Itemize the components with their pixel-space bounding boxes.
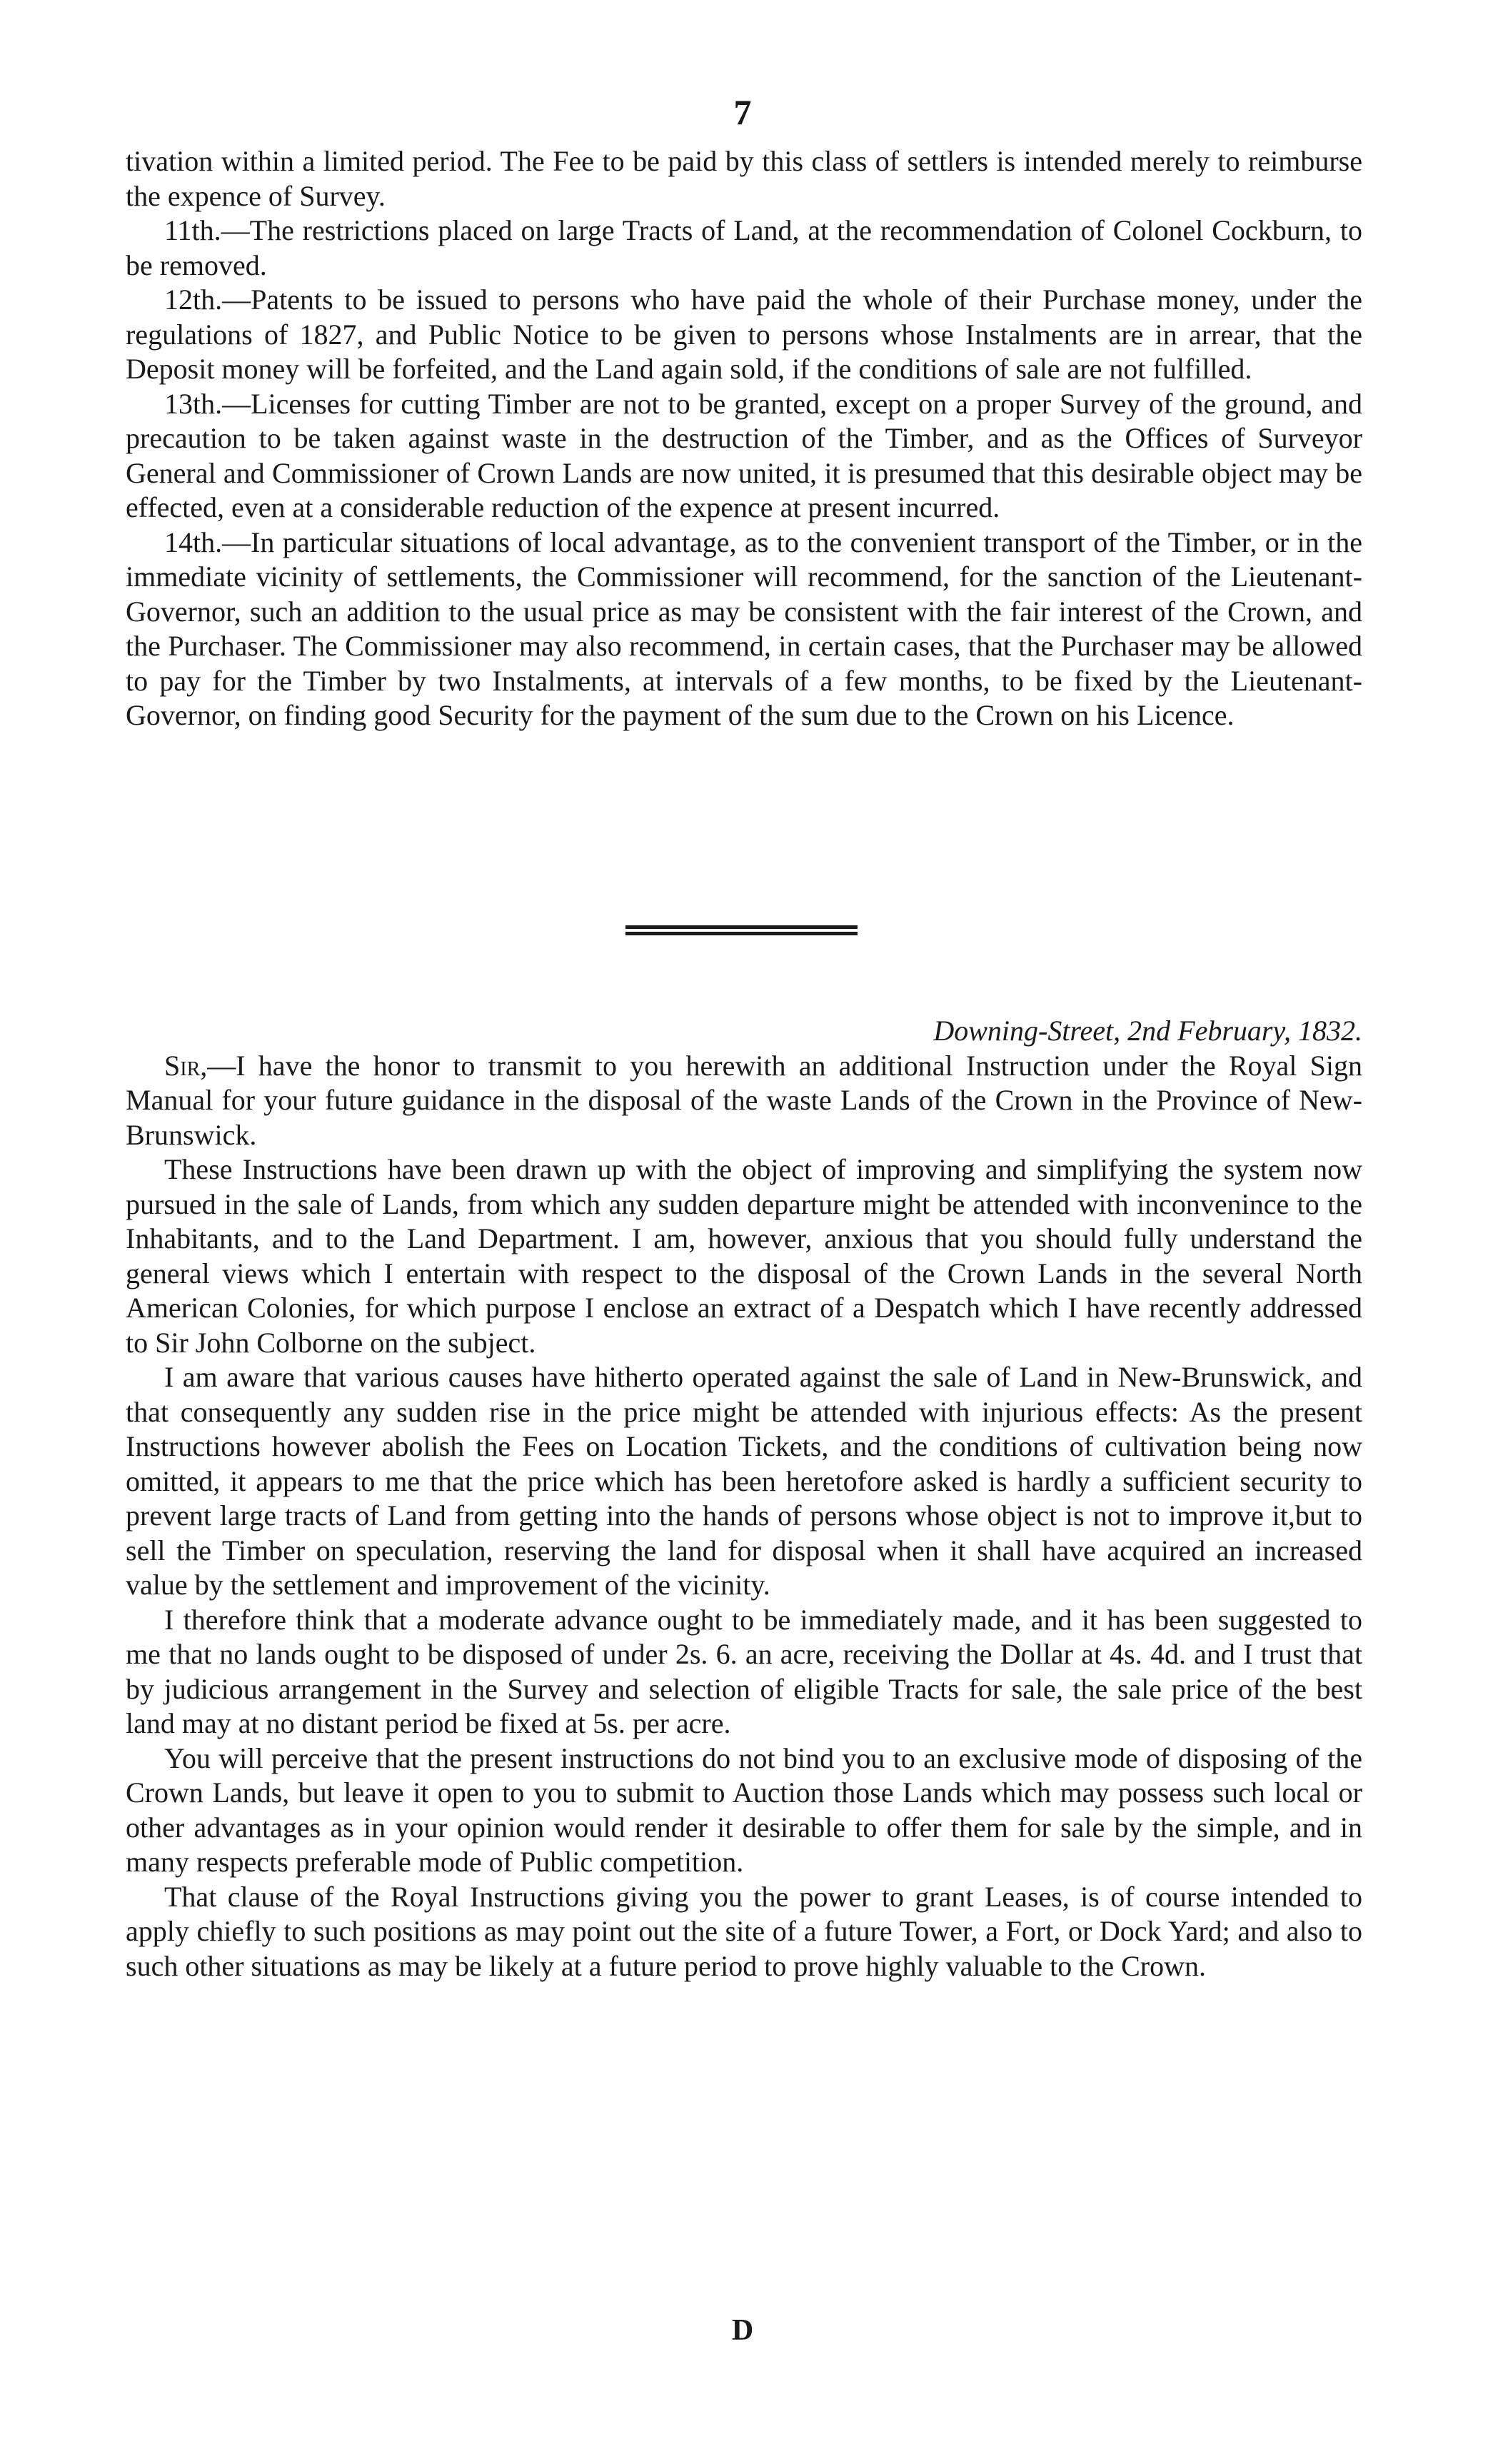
signature-mark: D [731, 2314, 754, 2347]
paragraph-continuation: tivation within a limited period. The Fee to be paid by this class of settlers is intended merely to reimburse the expence of Survey. [126, 145, 1362, 212]
paragraph-13th: 13th.—Licenses for cutting Timber are not to be granted, except on a proper Survey of the ground, and precaution to be taken against waste in the destruction of the Timber, and as the Offices of Surveyor General and Commissioner of Crown Lands are now united, it is presumed that this desirable object may be effected, even at a considerable reduction of the expence at present incurred. [126, 387, 1362, 523]
letter-salutation: Sir, [164, 1049, 208, 1082]
paragraph-14th: 14th.—In particular situations of local advantage, as to the convenient transport of the Timber, or in the immediate vicinity of settlements, the Commissioner will recommend, for the sanction of the Lieutenant-Governor, such an addition to the usual price as may be consistent with the fair interest of the Crown, and the Purchaser. The Commissioner may also recommend, in certain cases, that the Purchaser may be allowed to pay for the Timber by two Instalments, at intervals of a few months, to be fixed by the Lieutenant-Governor, on finding good Security for the payment of the sum due to the Crown on his Licence. [126, 526, 1362, 731]
instructions-continued [126, 144, 1362, 733]
letter-paragraph-1 [126, 1049, 1362, 1153]
paragraph-11th: 11th.—The restrictions placed on large Tracts of Land, at the recommendation of Colonel Cockburn, to be removed. [126, 214, 1362, 281]
letter-paragraph-3: I am aware that various causes have hitherto operated against the sale of Land in New-Brunswick, and that consequently any sudden rise in the price might be attended with injurious effects: As the present Instructions however abolish the Fees on Location Tickets, and the conditions of cultivation being now omitted, it appears to me that the price which has been heretofore asked is hardly a sufficient security to prevent large tracts of Land from getting into the hands of persons whose object is not to improve it,but to sell the Timber on speculation, reserving the land for disposal when it shall have acquired an increased value by the settlement and improvement of the vicinity. [126, 1361, 1362, 1601]
letter-dateline: Downing-Street, 2nd February, 1832. [933, 1015, 1362, 1047]
paragraph-12th: 12th.—Patents to be issued to persons who have paid the whole of their Purchase money, under the regulations of 1827, and Public Notice to be given to persons whose Instalments are in arrear, that the Deposit money will be forfeited, and the Land again sold, if the conditions of sale are not fulfilled. [126, 283, 1362, 385]
section-divider [625, 925, 858, 935]
page-number: 7 [733, 92, 752, 132]
letter-paragraph-6: That clause of the Royal Instructions giving you the power to grant Leases, is of course intended to apply chiefly to such positions as may point out the site of a future Tower, a Fort, or Dock Yard; and also to such other situations as may be likely at a future period to prove highly valuable to the Crown. [126, 1880, 1362, 1982]
letter-paragraph-1-text: —I have the honor to transmit to you herewith an additional Instruction under the Royal Sign Manual for your future guidance in the disposal of the waste Lands of the Crown in the Province of New-Brunswick. [126, 1049, 1362, 1151]
letter-paragraph-5: You will perceive that the present instructions do not bind you to an exclusive mode of disposing of the Crown Lands, but leave it open to you to submit to Auction those Lands which may possess such local or other advantages as in your opinion would render it desirable to offer them for sale by the simple, and in many respects preferable mode of Public competition. [126, 1741, 1362, 1878]
despatch-letter [126, 1014, 1362, 1983]
letter-paragraph-4: I therefore think that a moderate advance ought to be immediately made, and it has been suggested to me that no lands ought to be disposed of under 2s. 6. an acre, receiving the Dollar at 4s. 4d. and I trust that by judicious arrangement in the Survey and selection of eligible Tracts for sale, the sale price of the best land may at no distant period be fixed at 5s. per acre. [126, 1603, 1362, 1739]
letter-paragraph-2: These Instructions have been drawn up with the object of improving and simplifying the system now pursued in the sale of Lands, from which any sudden departure might be attended with inconvenince to the Inhabitants, and to the Land Department. I am, however, anxious that you should fully understand the general views which I entertain with respect to the disposal of the Crown Lands in the several North American Colonies, for which purpose I enclose an extract of a Despatch which I have recently addressed to Sir John Colborne on the subject. [126, 1153, 1362, 1359]
